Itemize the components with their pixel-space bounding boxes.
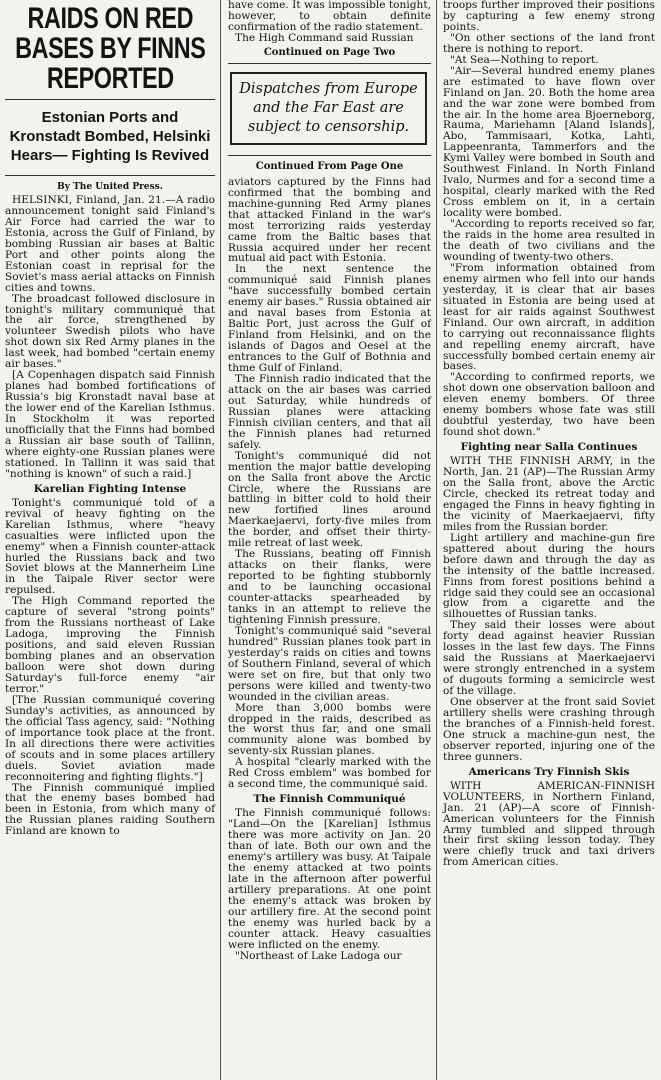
subhead-skis: Americans Try Finnish Skis [468, 765, 630, 778]
column-3 [438, 0, 661, 1080]
paragraph: They said their losses were about forty dead against heavier Russian losses in the last few days. The Finns said the Russians at Maerkaejaervi were strongly entrenched in a system of dugouts forming a semicircle west of the village. [443, 619, 655, 698]
paragraph: A hospital "clearly marked with the Red Cross emblem" was bombed for a second time, the communiqué said. [228, 756, 431, 791]
paragraph: One observer at the front said Soviet artillery shells were crashing through the branches of a Finnish-held forest. One struck a machine-gun nest, the observer reported, injuring one of the three gunners. [443, 696, 655, 763]
paragraph: aviators captured by the Finns had confirmed that the bombing and machine-gunning Red Army planes that attacked Finland in the war's most terrorizing raids yesterday came from the Baltic bases that Russia acquired under her recent mutual aid pact with Estonia. [228, 175, 431, 265]
paragraph: HELSINKI, Finland, Jan. 21.—A radio announcement tonight said Finland's Air Force had carried the war to Estonia, across the Gulf of Finland, by bombing Russian air bases at Baltic Port and other points along the Estonian coast in reprisal for the Soviet's mass aerial attacks on Finnish cities and towns. [5, 194, 215, 294]
deck: Estonian Ports and Kronstadt Bombed, Helsinki Hears— Fighting Is Revived [9, 109, 211, 164]
column-rule-2 [436, 0, 437, 1080]
headline-rule [5, 99, 215, 100]
paragraph: Tonight's communiqué told of a revival of heavy fighting on the Karelian Isthmus, where "heavy casualties were inflicted upon the enemy" when a Finnish counter-attack hurled the Russians back and two Soviet blows at the Mannerheim Line in the Taipale River sector were repulsed. [5, 496, 215, 597]
deck-rule [5, 175, 215, 176]
paragraph: The broadcast followed disclosure in tonight's military communiqué that the air force, strengthened by volunteer Swedish pilots who have shot down six Red Army planes in the last week, had bombed "certain enemy air bases." [5, 292, 215, 371]
paragraph: WITH AMERICAN-FINNISH VOLUNTEERS, in Northern Finland, Jan. 21 (AP)—A score of Finnish-American volunteers for the Finnish Army tumbled and slipped through their first skiing lesson today. They were chiefly truck and taxi drivers from American cities. [443, 779, 655, 869]
paragraph: The High Command said Russian [235, 31, 414, 44]
paragraph: "According to reports received so far, the raids in the home area resulted in the death of two civilians and the wounding of twenty-two others. [443, 218, 655, 263]
paragraph: The Finnish radio indicated that the attack on the air bases was carried out Saturday, while hundreds of Russian planes were attacking Finnish civilian centers, and that all the Finnish planes had returned safely. [228, 372, 431, 451]
byline: By The United Press. [57, 182, 163, 192]
paragraph: More than 3,000 bombs were dropped in the raids, described as the worst thus far, and one small community alone was bombed by seventy-six Russian planes. [228, 701, 431, 758]
paragraph: troops further improved their positions by capturing a few enemy strong points. [443, 0, 655, 33]
column-rule-1 [220, 0, 221, 1080]
paragraph: "Air—Several hundred enemy planes are estimated to have flown over Finland on Jan. 20. Both the home area and the war zone were bombed from the air. In the home area Bjoerneborg, Rauma, Mariehamn [Aland Islands], Abo, Tammisaari, Kotka, Lahti, Lappeenranta, Tammerfors and the Kymi Valley were bombed in South and Southwest Finland. In North Finland Ivalo, Nurmes and for a second time a hospital, clearly marked with the Red Cross emblem on it, in a certain locality were bombed. [443, 64, 655, 220]
paragraph: "Northeast of Lake Ladoga our [235, 949, 402, 962]
paragraph: The Finnish communiqué follows: "Land—On the [Karelian] Isthmus there was more activity on Jan. 20 than of late. Both our own and the enemy's artillery was busy. At Taipale the enemy attacked at two points late in the afternoon after powerful artillery preparations. At one point the enemy's attack was broken by our artillery fire. At the second point the enemy was hurled back by a counter attack. Heavy casualties were inflicted on the enemy. [228, 807, 431, 951]
paragraph: [The Russian communiqué covering Sunday's activities, as announced by the official Tass agency, said: "Nothing of importance took place at the front. In all directions there were activities of scouts and in some places artillery duels. Soviet aviation made reconnoitering and fighting flights."] [5, 693, 215, 783]
paragraph: Light artillery and machine-gun fire spattered about during the hours before dawn and through the day as the intensity of the battle increased. Finns from forest positions behind a ridge said they could see an occasional glow from a cigarette and the silhouettes of Russian tanks. [443, 531, 655, 621]
subhead-salla: Fighting near Salla Continues [460, 441, 638, 454]
subhead-communique: The Finnish Communiqué [253, 793, 406, 806]
column-2 [222, 0, 436, 1080]
censorship-notice: Dispatches from Europe and the Far East are subject to censorship. [230, 72, 427, 145]
paragraph: In the next sentence the communiqué said Finnish planes "have successfully bombed certain enemy air bases." Russia obtained air and naval bases from Estonia at Baltic Port, just across the Gulf of Finland from Helsinki, and on the islands of Dagos and Oesel at the entrances to the Gulf of Bothnia and thme Gulf of Finland. [228, 263, 431, 375]
paragraph: "According to confirmed reports, we shot down one observation balloon and eleven enemy bombers. Of three enemy bombers whose fate was still doubtful yesterday, two have been found shot down." [443, 371, 655, 439]
section-rule [228, 155, 431, 156]
paragraph: The Russians, beating off Finnish attacks on their flanks, were reported to be fighting stubbornly and to be launching occasional counter-attacks spearheaded by tanks in an attempt to relieve the tightening Finnish pressure. [228, 548, 431, 626]
jump-line: Continued From Page One [255, 160, 404, 172]
headline: RAIDS ON RED BASES BY FINNS REPORTED [15, 2, 206, 95]
paragraph: "At Sea—Nothing to report. [450, 53, 599, 66]
paragraph: WITH THE FINNISH ARMY, in the North, Jan. 21 (AP)—The Russian Army on the Salla front, above the Arctic Circle, checked its retreat today and engaged the Finns in heavy fighting in the vicinity of Maerkaejaervi, fifty miles from the Russian border. [443, 455, 655, 533]
paragraph: "On other sections of the land front there is nothing to report. [443, 31, 655, 55]
paragraph: The Finnish communiqué implied that the enemy bases bombed had been in Estonia, from which many of the Russian planes raiding Southern Finland are known to [5, 781, 215, 838]
subhead-karelian: Karelian Fighting Intense [33, 482, 187, 495]
paragraph: Tonight's communiqué said "several hundred" Russian planes took part in yesterday's raids on cities and towns of Southern Finland, several of which were set on fire, but that only two persons were killed and twenty-two wounded in the civilian areas. [228, 624, 431, 703]
paragraph: Tonight's communiqué did not mention the major battle developing on the Salla front above the Arctic Circle, where the Russians are battling in bitter cold to hold their new fortified lines around Maerkaejaervi, forty-five miles from the border, and offset their thirty-mile retreat of last week. [228, 449, 431, 550]
paragraph: have come. It was impossible tonight, however, to obtain definite confirmation of the radio statement. [228, 0, 431, 33]
column-1 [0, 0, 220, 1080]
jump-line: Continued on Page Two [263, 46, 396, 58]
paragraph: [A Copenhagen dispatch said Finnish planes had bombed fortifications of Russia's big Kronstadt naval base at the lower end of the Karelian Isthmus. In Stockholm it was reported unofficially that the Finns had bombed a Russian air base south of Tallinn, where eighty-one Russian planes were stationed. In Tallinn it was said that "nothing is known" of such a raid.] [5, 369, 215, 480]
section-rule [228, 63, 431, 64]
paragraph: The High Command reported the capture of several "strong points" from the Russians northeast of Lake Ladoga, improving the Finnish positions, and said eleven Russian bombing planes and an observation balloon were shot down during Saturday's full-force enemy "air terror." [5, 595, 215, 695]
paragraph: "From information obtained from enemy airmen who fell into our hands yesterday, it is clear that air bases situated in Estonia are being used at least for air raids against Southwest Finland. Our own aircraft, in addition to carrying out reconnaissance flights and repelling enemy aircraft, have successfully bombed certain enemy air bases. [443, 261, 655, 373]
